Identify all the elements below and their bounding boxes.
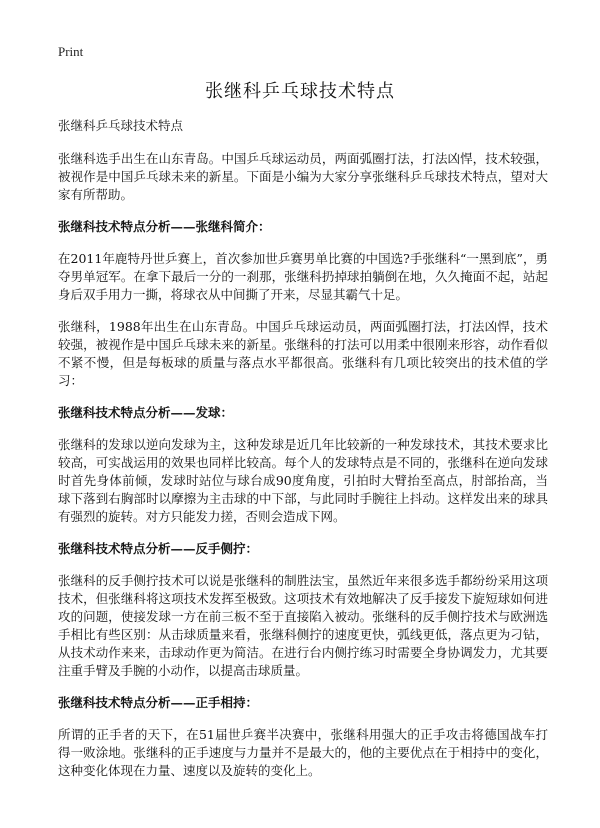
section-heading-forehand: 张继科技术特点分析——正手相持： <box>58 695 259 710</box>
print-link[interactable]: Print <box>58 44 84 59</box>
forehand-paragraph: 所谓的正手者的天下，在51届世乒赛半决赛中，张继科用强大的正手攻击将德国战车打得一败涂地。张继科的正手速度与力量并不是最大的，他的主要优点在于相持中的变化，这种变化体现在力量、速度以及旋转的变化上。 <box>58 727 548 778</box>
section-heading-profile: 张继科技术特点分析——张继科简介： <box>58 219 271 234</box>
serve-paragraph: 张继科的发球以逆向发球为主，这种发球是近几年比较新的一种发球技术，其技术要求比较高，可实战运用的效果也同样比较高。每个人的发球特点是不同的，张继科在逆向发球时首先身体前倾，发球时站位与球台成90度角度，引拍时大臂抬至高点，肘部抬高，当球下落到右胸部时以摩擦为主击球的中下部，与此同时手腕往上抖动。这样发出来的球具有强烈的旋转。对方只能发力搓，否则会造成下网。 <box>58 437 548 524</box>
backhand-paragraph: 张继科的反手侧拧技术可以说是张继科的制胜法宝，虽然近年来很多选手都纷纷采用这项技术，但张继科将这项技术发挥至极致。这项技术有效地解决了反手接发下旋短球如何进攻的问题，使接发球一方在前三板不至于直接陷入被动。张继科的反手侧拧技术与欧洲选手相比有些区别：从击球质量来看，张继科侧拧的速度更快，弧线更低，落点更为刁钻，从技术动作来来，击球动作更为简洁。在进行台内侧拧练习时需要全身协调发力，尤其要注重手臂及手腕的小动作，以提高击球质量。 <box>58 573 548 678</box>
section-heading-serve: 张继科技术特点分析——发球： <box>58 405 234 420</box>
article-body <box>58 117 548 794</box>
page-title: 张继科乒乓球技术特点 <box>205 81 395 102</box>
profile-paragraph-2: 张继科，1988年出生在山东青岛。中国乒乓球运动员，两面弧圈打法，打法凶悍，技术较强，被视作是中国乒乓球未来的新星。张继科的打法可以用柔中很刚来形容，动作看似不紧不慢，但是每板球的质量与落点水平都很高。张继科有几项比较突出的技术值的学习： <box>58 319 548 388</box>
profile-paragraph-1: 在2011年鹿特丹世乒赛上，首次参加世乒赛男单比赛的中国选?手张继科“一黑到底”，勇夺男单冠军。在拿下最后一分的一刹那，张继科扔掉球拍躺倒在地，久久掩面不起，站起身后双手用力一撕，将球衣从中间撕了开来，尽显其霸气十足。 <box>58 251 548 302</box>
section-heading-backhand: 张继科技术特点分析——反手侧拧： <box>58 541 259 556</box>
intro-paragraph: 张继科选手出生在山东青岛。中国乒乓球运动员，两面弧圈打法，打法凶悍，技术较强，被视作是中国乒乓球未来的新星。下面是小编为大家分享张继科乒乓球技术特点，望对大家有所帮助。 <box>58 151 548 202</box>
article-subtitle: 张继科乒乓球技术特点 <box>58 118 184 133</box>
